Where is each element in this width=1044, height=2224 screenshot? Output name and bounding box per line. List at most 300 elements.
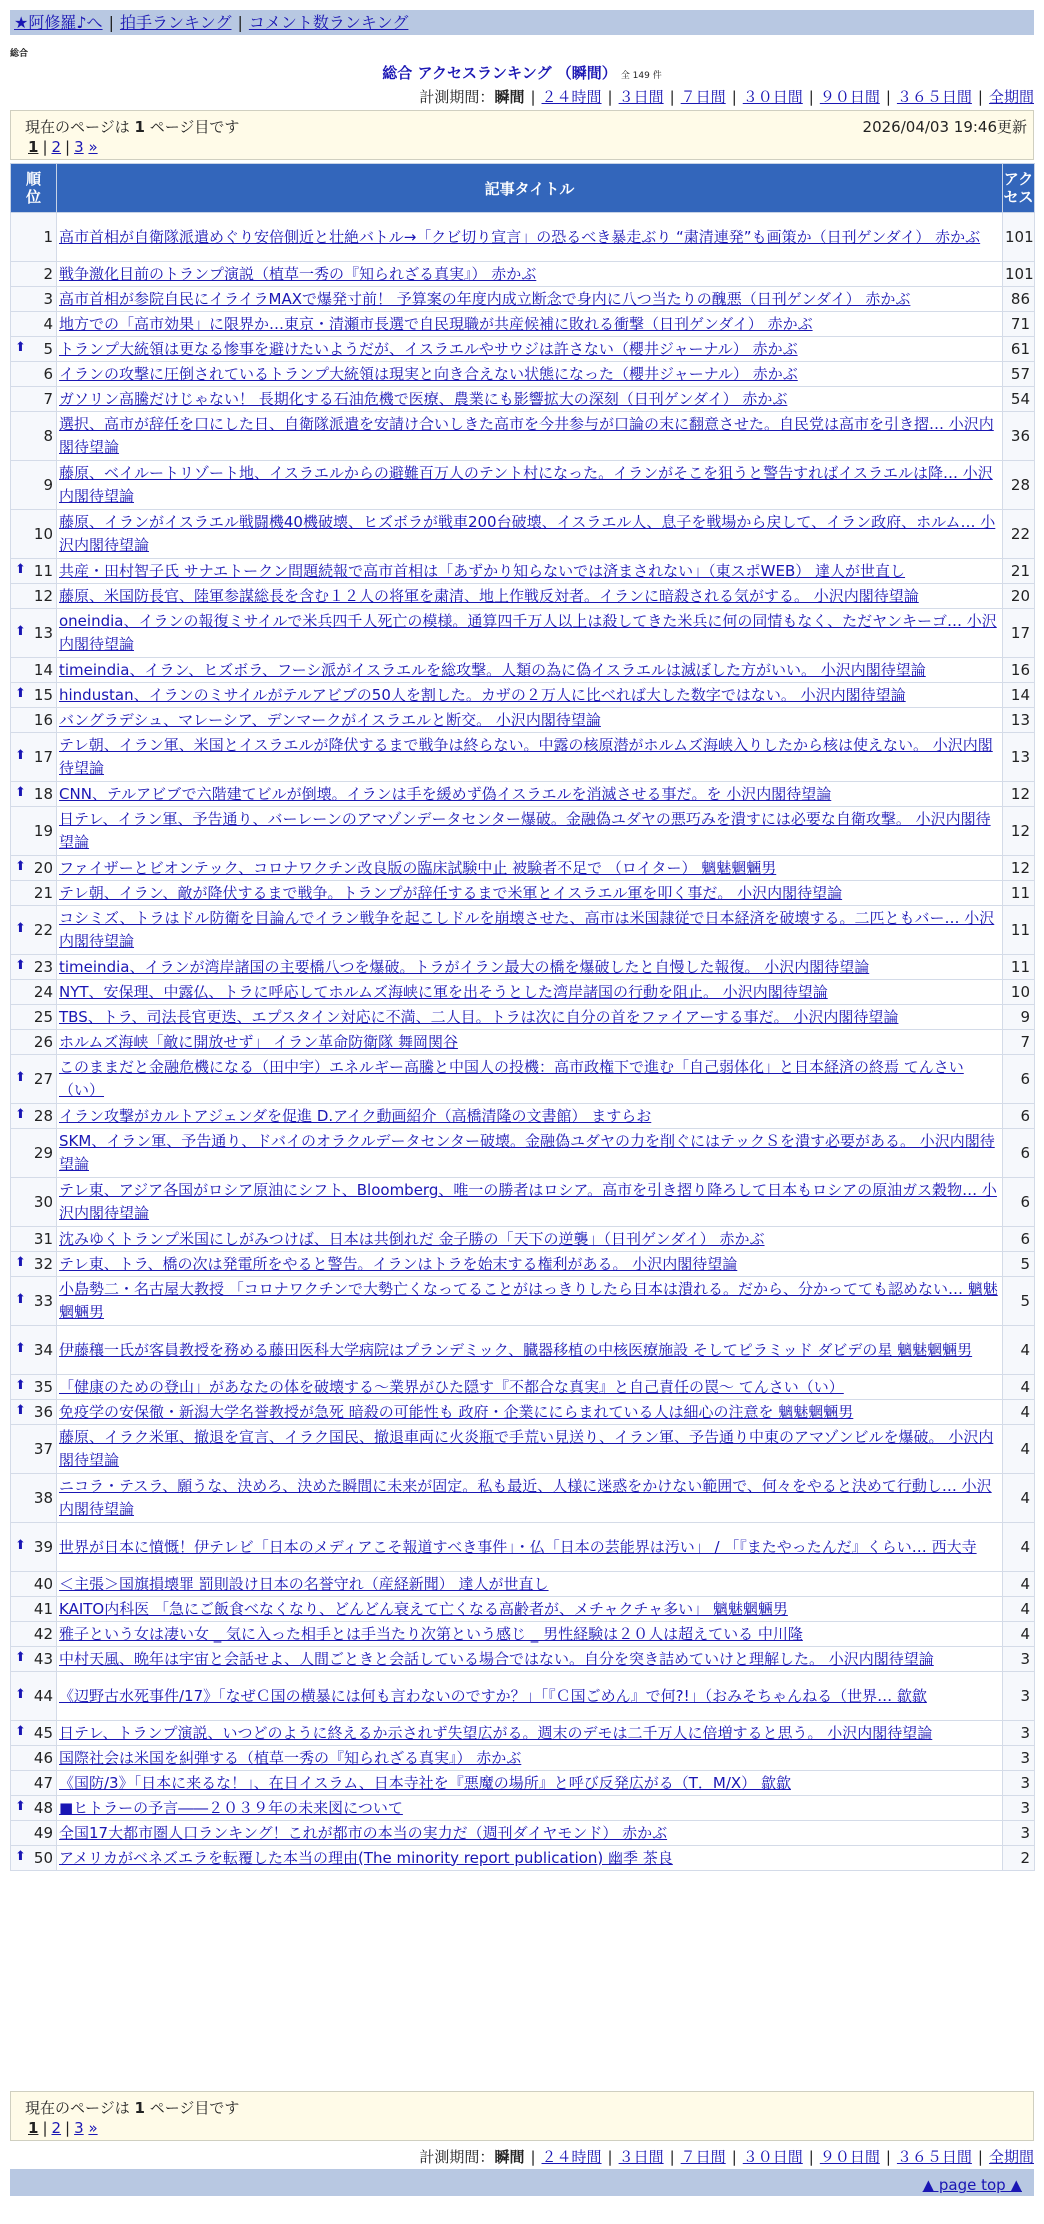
title-cell: [57, 1277, 1003, 1326]
article-link[interactable]: 《辺野古水死事件/17》「なぜＣ国の横暴には何も言わないのですか？」「『Ｃ国ごめん』で何?!」（おみそちゃんねる（世界… 歙歙: [59, 1686, 927, 1705]
article-link[interactable]: ファイザーとビオンテック、コロナワクチン改良版の臨床試験中止 被験者不足で （ロイター） 魑魅魍魎男: [59, 858, 777, 877]
article-link[interactable]: ガソリン高騰だけじゃない！ 長期化する石油危機で医療、農業にも影響拡大の深刻（日刊ゲンダイ） 赤かぶ: [59, 389, 788, 408]
article-link[interactable]: 日テレ、イラン軍、予告通り、バーレーンのアマゾンデータセンター爆破。金融偽ユダヤの悪巧みを潰すには必要な自衛攻撃。 小沢内閣待望論: [59, 810, 991, 851]
table-row: [11, 1672, 1035, 1721]
current-page-text: [25, 2097, 239, 2118]
page-top-link[interactable]: ▲ page top ▲: [922, 2176, 1022, 2194]
title-cell: [57, 906, 1003, 955]
up-arrow-icon: ⬆: [15, 1849, 26, 1864]
rank-cell: [11, 906, 57, 955]
title-cell: [57, 856, 1003, 881]
title-cell: [57, 1597, 1003, 1622]
article-link[interactable]: ＜主張＞国旗損壊罪 罰則設け日本の名誉守れ（産経新聞） 達人が世直し: [59, 1574, 549, 1593]
up-arrow-icon: ⬆: [15, 1724, 26, 1739]
article-link[interactable]: timeindia、イラン、ヒズボラ、フーシ派がイスラエルを総攻撃。人類の為に偽イスラエルは滅ぼした方がいい。 小沢内閣待望論: [59, 660, 926, 679]
table-row: [11, 1796, 1035, 1821]
table-row: [11, 1030, 1035, 1055]
table-row: [11, 1523, 1035, 1572]
article-link[interactable]: 高市首相が自衛隊派遣めぐり安倍側近と壮絶バトル→「クビ切り宣言」の恐るべき暴走ぶり “粛清連発”も画策か（日刊ゲンダイ） 赤かぶ: [59, 227, 981, 246]
page-separator: |: [42, 2119, 48, 2137]
table-row: [11, 1104, 1035, 1129]
article-link[interactable]: 日テレ、トランプ演説、いつどのように終えるか示されず失望広がる。週末のデモは二千万人に倍増すると思う。 小沢内閣待望論: [59, 1723, 933, 1742]
access-count: 21: [1003, 559, 1035, 584]
up-arrow-icon: ⬆: [15, 1799, 26, 1814]
period-current: 瞬間: [494, 2148, 525, 2166]
table-row: [11, 1622, 1035, 1647]
rank-cell: [11, 1400, 57, 1425]
table-row: [11, 1227, 1035, 1252]
period-separator: |: [808, 88, 814, 106]
article-link[interactable]: バングラデシュ、マレーシア、デンマークがイスラエルと断交。 小沢内閣待望論: [59, 710, 601, 729]
rank-cell: [11, 1129, 57, 1178]
table-row: [11, 683, 1035, 708]
access-count: 4: [1003, 1597, 1035, 1622]
rank-number: 17: [33, 748, 53, 766]
article-link[interactable]: 藤原、ベイルートリゾート地、イスラエルからの避難百万人のテント村になった。イランがそこを狙うと警告すればイスラエルは降… 小沢内閣待望論: [59, 464, 993, 505]
rank-cell: [11, 1721, 57, 1746]
period-separator: |: [530, 2148, 536, 2166]
access-count: 6: [1003, 1178, 1035, 1227]
rank-cell: [11, 1005, 57, 1030]
rank-cell: [11, 510, 57, 559]
table-row: [11, 1474, 1035, 1523]
rank-cell: [11, 782, 57, 807]
rank-cell: [11, 1425, 57, 1474]
access-count: 12: [1003, 856, 1035, 881]
title-cell: [57, 510, 1003, 559]
title-cell: [57, 1647, 1003, 1672]
page-link[interactable]: 1: [28, 2119, 39, 2137]
home-link[interactable]: ★阿修羅♪へ: [14, 13, 103, 32]
rank-number: 46: [33, 1749, 53, 1767]
period-link[interactable]: ２４時間: [541, 2148, 602, 2166]
rank-number: 29: [33, 1144, 53, 1162]
period-current: 瞬間: [494, 88, 525, 106]
table-row: [11, 510, 1035, 559]
table-row: [11, 559, 1035, 584]
access-count: 4: [1003, 1425, 1035, 1474]
access-count: 11: [1003, 906, 1035, 955]
rank-number: 38: [33, 1489, 53, 1507]
rank-number: 4: [43, 315, 53, 333]
page-link[interactable]: 3: [74, 2119, 84, 2137]
table-row: [11, 1326, 1035, 1375]
title-cell: [57, 658, 1003, 683]
article-link[interactable]: テレ東、アジア各国がロシア原油にシフト、Bloomberg、唯一の勝者はロシア。高市を引き摺り降ろして日本もロシアの原油ガス穀物… 小沢内閣待望論: [59, 1181, 997, 1222]
rank-cell: [11, 1622, 57, 1647]
table-row: [11, 807, 1035, 856]
rank-number: 8: [43, 427, 53, 445]
title-cell: [57, 1771, 1003, 1796]
rank-number: 25: [33, 1008, 53, 1026]
title-cell: [57, 1178, 1003, 1227]
rank-cell: [11, 1277, 57, 1326]
article-link[interactable]: TBS、トラ、司法長官更迭、エプスタイン対応に不満、二人目。トラは次に自分の首をファイアーする事だ。 小沢内閣待望論: [59, 1007, 899, 1026]
current-page-post: ページ目です: [149, 2099, 240, 2117]
rank-cell: [11, 1055, 57, 1104]
period-link[interactable]: ３６５日間: [896, 2148, 972, 2166]
title-cell: [57, 1252, 1003, 1277]
table-row: [11, 412, 1035, 461]
table-row: [11, 1055, 1035, 1104]
up-arrow-icon: ⬆: [15, 1687, 26, 1702]
ranking-table: [10, 163, 1035, 1871]
rank-number: 30: [33, 1193, 53, 1211]
rank-cell: [11, 213, 57, 262]
table-row: [11, 1821, 1035, 1846]
table-row: [11, 312, 1035, 337]
current-page-number: 1: [134, 118, 145, 136]
access-count: 61: [1003, 337, 1035, 362]
article-link[interactable]: 藤原、米国防長官、陸軍参謀総長を含む１２人の将軍を粛清、地上作戦反対者。イランに暗殺される気がする。 小沢内閣待望論: [59, 586, 919, 605]
access-header: アクセス: [1003, 164, 1035, 213]
table-row: [11, 1277, 1035, 1326]
rank-cell: [11, 461, 57, 510]
table-row: [11, 362, 1035, 387]
rank-cell: [11, 1523, 57, 1572]
article-link[interactable]: ■ヒトラーの予言――２０３９年の未来図について: [59, 1798, 403, 1817]
period-separator: |: [731, 88, 737, 106]
article-link[interactable]: コシミズ、トラはドル防衛を目論んでイラン戦争を起こしドルを崩壊させた、高市は米国隷従で日本経済を破壊する。二匹ともバー… 小沢内閣待望論: [59, 909, 995, 950]
rank-cell: [11, 1672, 57, 1721]
article-link[interactable]: テレ東、トラ、橋の次は発電所をやると警告。イランはトラを始末する権利がある。 小沢内閣待望論: [59, 1254, 738, 1273]
article-link[interactable]: 小島勢二・名古屋大教授 「コロナワクチンで大勢亡くなってることがはっきりしたら日本は潰れる。だから、分かってても認めない… 魑魅魍魎男: [59, 1280, 998, 1321]
article-link[interactable]: 世界が日本に憤慨！伊テレビ「日本のメディアこそ報道すべき事件」・仏「日本の芸能界は汚い」 / 「『またやったんだ』くらい… 西大寺: [59, 1537, 977, 1556]
current-page-pre: 現在のページは: [25, 2099, 130, 2117]
article-link[interactable]: 藤原、イラク米軍、撤退を宣言、イラク国民、撤退車両に火炎瓶で手荒い見送り、イラン軍、予告通り中東のアマゾンビルを爆破。 小沢内閣待望論: [59, 1428, 994, 1469]
rank-number: 43: [33, 1650, 53, 1668]
access-count: 6: [1003, 1055, 1035, 1104]
rank-number: 48: [33, 1799, 53, 1817]
article-link[interactable]: 免疫学の安保徹・新潟大学名誉教授が急死 暗殺の可能性も 政府・企業ににらまれている人は細心の注意を 魑魅魍魎男: [59, 1402, 854, 1421]
top-nav-bar: [10, 10, 1034, 35]
table-row: [11, 337, 1035, 362]
article-link[interactable]: 中村天風、晩年は宇宙と会話せよ、人間ごときと会話している場合ではない。自分を突き詰めていけと理解した。 小沢内閣待望論: [59, 1649, 934, 1668]
rank-cell: [11, 312, 57, 337]
next-page-link[interactable]: »: [88, 138, 98, 156]
period-label: 計測期間：: [419, 88, 495, 106]
page-link[interactable]: 3: [74, 138, 84, 156]
up-arrow-icon: ⬆: [15, 1070, 26, 1085]
access-count: 86: [1003, 287, 1035, 312]
article-link[interactable]: テレ朝、イラン、敵が降伏するまで戦争。トランプが辞任するまで米軍とイスラエル軍を叩く事だ。 小沢内閣待望論: [59, 883, 843, 902]
title-cell: [57, 708, 1003, 733]
table-row: [11, 262, 1035, 287]
current-page-number: 1: [134, 2099, 145, 2117]
access-count: 3: [1003, 1796, 1035, 1821]
rank-number: 42: [33, 1625, 53, 1643]
comment-ranking-link[interactable]: コメント数ランキング: [248, 13, 409, 32]
rank-cell: [11, 287, 57, 312]
table-row: [11, 906, 1035, 955]
title-cell: [57, 461, 1003, 510]
rank-number: 36: [33, 1403, 53, 1421]
rank-number: 1: [43, 228, 53, 246]
access-count: 2: [1003, 1846, 1035, 1871]
title-cell: [57, 1721, 1003, 1746]
up-arrow-icon: ⬆: [15, 562, 26, 577]
access-count: 6: [1003, 1104, 1035, 1129]
access-count: 3: [1003, 1672, 1035, 1721]
rank-number: 18: [33, 785, 53, 803]
rank-cell: [11, 1846, 57, 1871]
period-link[interactable]: ２４時間: [541, 88, 602, 106]
next-page-link[interactable]: »: [88, 2119, 98, 2137]
article-link[interactable]: 藤原、イランがイスラエル戦闘機40機破壊、ヒズボラが戦車200台破壊、イスラエル人、息子を戦場から戻して、イラン政府、ホルム… 小沢内閣待望論: [59, 513, 996, 554]
pager-bottom: [10, 2091, 1034, 2141]
rank-number: 39: [33, 1538, 53, 1556]
table-row: [11, 1846, 1035, 1871]
rank-cell: [11, 584, 57, 609]
up-arrow-icon: ⬆: [15, 1107, 26, 1122]
article-link[interactable]: KAITO内科医 「急にご飯食べなくなり、どんどん衰えて亡くなる高齢者が、メチャクチャ多い」 魑魅魍魎男: [59, 1599, 788, 1618]
period-link[interactable]: ９０日間: [819, 2148, 880, 2166]
access-count: 9: [1003, 1005, 1035, 1030]
current-page-text: [25, 116, 239, 137]
article-link[interactable]: イラン攻撃がカルトアジェンダを促進 D.アイク動画紹介（高橋清隆の文書館） ますらお: [59, 1106, 652, 1125]
article-link[interactable]: 《国防/3》「日本に来るな！」、在日イスラム、日本寺社を『悪魔の場所』と呼び反発広がる（T．M/X） 歙歙: [59, 1773, 791, 1792]
article-link[interactable]: アメリカがベネズエラを転覆した本当の理由(The minority report publication) 幽季 茶良: [59, 1848, 673, 1867]
article-link[interactable]: 選択、高市が辞任を口にした日、自衛隊派遣を安請け合いしきた高市を今井参与が口論の末に翻意させた。自民党は高市を引き摺… 小沢内閣待望論: [59, 415, 994, 456]
period-link[interactable]: ３日間: [618, 88, 664, 106]
rank-number: 32: [33, 1255, 53, 1273]
rank-cell: [11, 1746, 57, 1771]
table-row: [11, 980, 1035, 1005]
table-row: [11, 881, 1035, 906]
rank-number: 31: [33, 1230, 53, 1248]
article-link[interactable]: oneindia、イランの報復ミサイルで米兵四千人死亡の模様。通算四千万人以上は殺してきた米兵に何の同情もなく、ただヤンキーゴ… 小沢内閣待望論: [59, 612, 997, 653]
up-arrow-icon: ⬆: [15, 686, 26, 701]
up-arrow-icon: ⬆: [15, 859, 26, 874]
access-count: 54: [1003, 387, 1035, 412]
rank-header: 順位: [11, 164, 57, 213]
access-count: 3: [1003, 1821, 1035, 1846]
rank-cell: [11, 362, 57, 387]
rank-number: 20: [33, 859, 53, 877]
article-link[interactable]: 国際社会は米国を糾弾する（植草一秀の『知られざる真実』） 赤かぶ: [59, 1748, 522, 1767]
period-link[interactable]: ３６５日間: [896, 88, 972, 106]
page-link[interactable]: 1: [28, 138, 39, 156]
period-link[interactable]: ７日間: [680, 2148, 726, 2166]
up-arrow-icon: ⬆: [15, 1538, 26, 1553]
rank-cell: [11, 1597, 57, 1622]
title-cell: [57, 362, 1003, 387]
access-count: 14: [1003, 683, 1035, 708]
title-cell: [57, 1622, 1003, 1647]
article-link[interactable]: 地方での「高市効果」に限界か…東京・清瀬市長選で自民現職が共産候補に敗れる衝撃（日刊ゲンダイ） 赤かぶ: [59, 314, 813, 333]
title-cell: [57, 881, 1003, 906]
bottom-bar: [10, 2169, 1034, 2196]
rank-cell: [11, 658, 57, 683]
table-row: [11, 733, 1035, 782]
clap-ranking-link[interactable]: 拍手ランキング: [119, 13, 232, 32]
title-cell: [57, 1746, 1003, 1771]
access-count: 4: [1003, 1400, 1035, 1425]
page-link[interactable]: 2: [51, 2119, 62, 2137]
rank-cell: [11, 1326, 57, 1375]
period-separator: |: [885, 2148, 891, 2166]
page-links: [28, 2119, 98, 2137]
table-row: [11, 387, 1035, 412]
table-row: [11, 1771, 1035, 1796]
article-link[interactable]: ホルムズ海峡「敵に開放せず」 イラン革命防衛隊 舞岡関谷: [59, 1032, 458, 1051]
rank-number: 2: [43, 265, 53, 283]
access-count: 6: [1003, 1227, 1035, 1252]
total-count: 全 149 件: [620, 71, 662, 81]
title-cell: [57, 412, 1003, 461]
table-row: [11, 1375, 1035, 1400]
rank-cell: [11, 1252, 57, 1277]
access-count: 101: [1003, 213, 1035, 262]
page-link[interactable]: 2: [51, 138, 62, 156]
up-arrow-icon: ⬆: [15, 1341, 26, 1356]
rank-cell: [11, 683, 57, 708]
table-row: [11, 782, 1035, 807]
article-link[interactable]: CNN、テルアビブで六階建てビルが倒壊。イランは手を緩めず偽イスラエルを消滅させる事だ。を 小沢内閣待望論: [59, 784, 832, 803]
rank-number: 40: [33, 1575, 53, 1593]
access-count: 11: [1003, 881, 1035, 906]
title-header: 記事タイトル: [57, 164, 1003, 213]
access-count: 71: [1003, 312, 1035, 337]
rank-number: 28: [33, 1107, 53, 1125]
rank-cell: [11, 856, 57, 881]
period-link[interactable]: ９０日間: [819, 88, 880, 106]
rank-cell: [11, 807, 57, 856]
title-cell: [57, 1227, 1003, 1252]
title-cell: [57, 1030, 1003, 1055]
access-count: 7: [1003, 1030, 1035, 1055]
article-link[interactable]: 沈みゆくトランプ米国にしがみつけば、日本は共倒れだ 金子勝の「天下の逆襲」（日刊ゲンダイ） 赤かぶ: [59, 1229, 765, 1248]
period-separator: |: [530, 88, 536, 106]
rank-number: 10: [33, 525, 53, 543]
rank-number: 41: [33, 1600, 53, 1618]
access-count: 3: [1003, 1721, 1035, 1746]
article-link[interactable]: このままだと金融危機になる（田中宇）エネルギー高騰と中国人の投機：高市政権下で進む「自己弱体化」と日本経済の終焉 てんさい（い）: [59, 1058, 964, 1099]
rank-cell: [11, 1030, 57, 1055]
rank-cell: [11, 1474, 57, 1523]
rank-number: 15: [33, 686, 53, 704]
rank-cell: [11, 1796, 57, 1821]
period-link[interactable]: ３０日間: [742, 88, 803, 106]
article-link[interactable]: hindustan、イランのミサイルがテルアビブの50人を割した。カザの２万人に比べれば大した数字ではない。 小沢内閣待望論: [59, 685, 906, 704]
up-arrow-icon: ⬆: [15, 748, 26, 763]
title-cell: [57, 1796, 1003, 1821]
article-link[interactable]: 全国17大都市圏人口ランキング！これが都市の本当の実力だ（週刊ダイヤモンド） 赤かぶ: [59, 1823, 668, 1842]
access-count: 12: [1003, 807, 1035, 856]
title-cell: [57, 733, 1003, 782]
article-link[interactable]: timeindia、イランが湾岸諸国の主要橋八つを爆破。トラがイラン最大の橋を爆破したと自慢した報復。 小沢内閣待望論: [59, 957, 870, 976]
rank-number: 35: [33, 1378, 53, 1396]
access-count: 17: [1003, 609, 1035, 658]
rank-number: 16: [33, 711, 53, 729]
rank-cell: [11, 337, 57, 362]
title-cell: [57, 683, 1003, 708]
article-link[interactable]: NYT、安保理、中露仏、トラに呼応してホルムズ海峡に軍を出そうとした湾岸諸国の行動を阻止。 小沢内閣待望論: [59, 982, 828, 1001]
title-cell: [57, 559, 1003, 584]
article-link[interactable]: 高市首相が参院自民にイライラMAXで爆発寸前！ 予算案の年度内成立断念で身内に八つ当たりの醜悪（日刊ゲンダイ） 赤かぶ: [59, 289, 911, 308]
rank-number: 14: [33, 661, 53, 679]
title-cell: [57, 1104, 1003, 1129]
title-cell: [57, 1425, 1003, 1474]
period-link[interactable]: 全期間: [988, 2148, 1034, 2166]
article-link[interactable]: 戦争激化目前のトランプ演説（植草一秀の『知られざる真実』） 赤かぶ: [59, 264, 537, 283]
table-row: [11, 287, 1035, 312]
title-cell: [57, 1846, 1003, 1871]
title-cell: [57, 1129, 1003, 1178]
period-selector-bottom: [419, 2146, 1034, 2167]
rank-number: 45: [33, 1724, 53, 1742]
period-separator: |: [669, 88, 675, 106]
page-title-block: [0, 62, 1044, 83]
access-count: 16: [1003, 658, 1035, 683]
title-cell: [57, 584, 1003, 609]
article-link[interactable]: 共産・田村智子氏 サナエトークン問題続報で高市首相は「あずかり知らないでは済まされない」（東スポWEB） 達人が世直し: [59, 561, 906, 580]
rank-number: 26: [33, 1033, 53, 1051]
table-row: [11, 1572, 1035, 1597]
period-label: 計測期間：: [419, 2148, 495, 2166]
table-row: [11, 856, 1035, 881]
rank-number: 37: [33, 1440, 53, 1458]
rank-number: 33: [33, 1292, 53, 1310]
article-link[interactable]: テレ朝、イラン軍、米国とイスラエルが降伏するまで戦争は終らない。中露の核原潜がホルムズ海峡入りしたから核は使えない。 小沢内閣待望論: [59, 736, 993, 777]
access-count: 10: [1003, 980, 1035, 1005]
up-arrow-icon: ⬆: [15, 1403, 26, 1418]
access-count: 4: [1003, 1375, 1035, 1400]
period-separator: |: [977, 2148, 983, 2166]
page-separator: |: [65, 2119, 71, 2137]
article-link[interactable]: 「健康のための登山」があなたの体を破壊する～業界がひた隠す『不都合な真実』と自己責任の罠～ てんさい（い）: [59, 1377, 844, 1396]
table-row: [11, 708, 1035, 733]
up-arrow-icon: ⬆: [15, 1292, 26, 1307]
period-link[interactable]: ７日間: [680, 88, 726, 106]
period-selector-top: [419, 86, 1034, 107]
rank-cell: [11, 559, 57, 584]
period-link[interactable]: ３０日間: [742, 2148, 803, 2166]
rank-number: 49: [33, 1824, 53, 1842]
title-cell: [57, 1375, 1003, 1400]
article-link[interactable]: 伊藤穰一氏が客員教授を務める藤田医科大学病院はプランデミック、臓器移植の中核医療施設 そしてピラミッド ダビデの星 魑魅魍魎男: [59, 1340, 973, 1359]
article-link[interactable]: ニコラ・テスラ、願うな、決めろ、決めた瞬間に未来が固定。私も最近、人様に迷惑をかけない範囲で、何々をやると決めて行動し… 小沢内閣待望論: [59, 1477, 992, 1518]
access-count: 4: [1003, 1572, 1035, 1597]
title-cell: [57, 1672, 1003, 1721]
nav-separator: |: [108, 13, 114, 32]
access-count: 3: [1003, 1746, 1035, 1771]
title-cell: [57, 1326, 1003, 1375]
current-page-pre: 現在のページは: [25, 118, 130, 136]
rank-number: 7: [43, 390, 53, 408]
period-link[interactable]: 全期間: [988, 88, 1034, 106]
rank-cell: [11, 609, 57, 658]
rank-cell: [11, 262, 57, 287]
access-count: 12: [1003, 782, 1035, 807]
access-count: 101: [1003, 262, 1035, 287]
period-separator: |: [607, 2148, 613, 2166]
article-link[interactable]: イランの攻撃に圧倒されているトランプ大統領は現実と向き合えない状態になった（櫻井ジャーナル） 赤かぶ: [59, 364, 798, 383]
article-link[interactable]: トランプ大統領は更なる惨事を避けたいようだが、イスラエルやサウジは許さない（櫻井ジャーナル） 赤かぶ: [59, 339, 798, 358]
article-link[interactable]: 雅子という女は凄い女 _ 気に入った相手とは手当たり次第という感じ _ 男性経験は２０人は超えている 中川隆: [59, 1624, 803, 1643]
rank-cell: [11, 1572, 57, 1597]
pager-top: [10, 110, 1034, 160]
table-row: [11, 1252, 1035, 1277]
table-row: [11, 1425, 1035, 1474]
article-link[interactable]: SKM、イラン軍、予告通り、ドバイのオラクルデータセンター破壊。金融偽ユダヤの力を削ぐにはテックＳを潰す必要がある。 小沢内閣待望論: [59, 1132, 995, 1173]
rank-cell: [11, 1227, 57, 1252]
table-row: [11, 955, 1035, 980]
rank-cell: [11, 733, 57, 782]
page-separator: |: [42, 138, 48, 156]
period-link[interactable]: ３日間: [618, 2148, 664, 2166]
period-separator: |: [731, 2148, 737, 2166]
